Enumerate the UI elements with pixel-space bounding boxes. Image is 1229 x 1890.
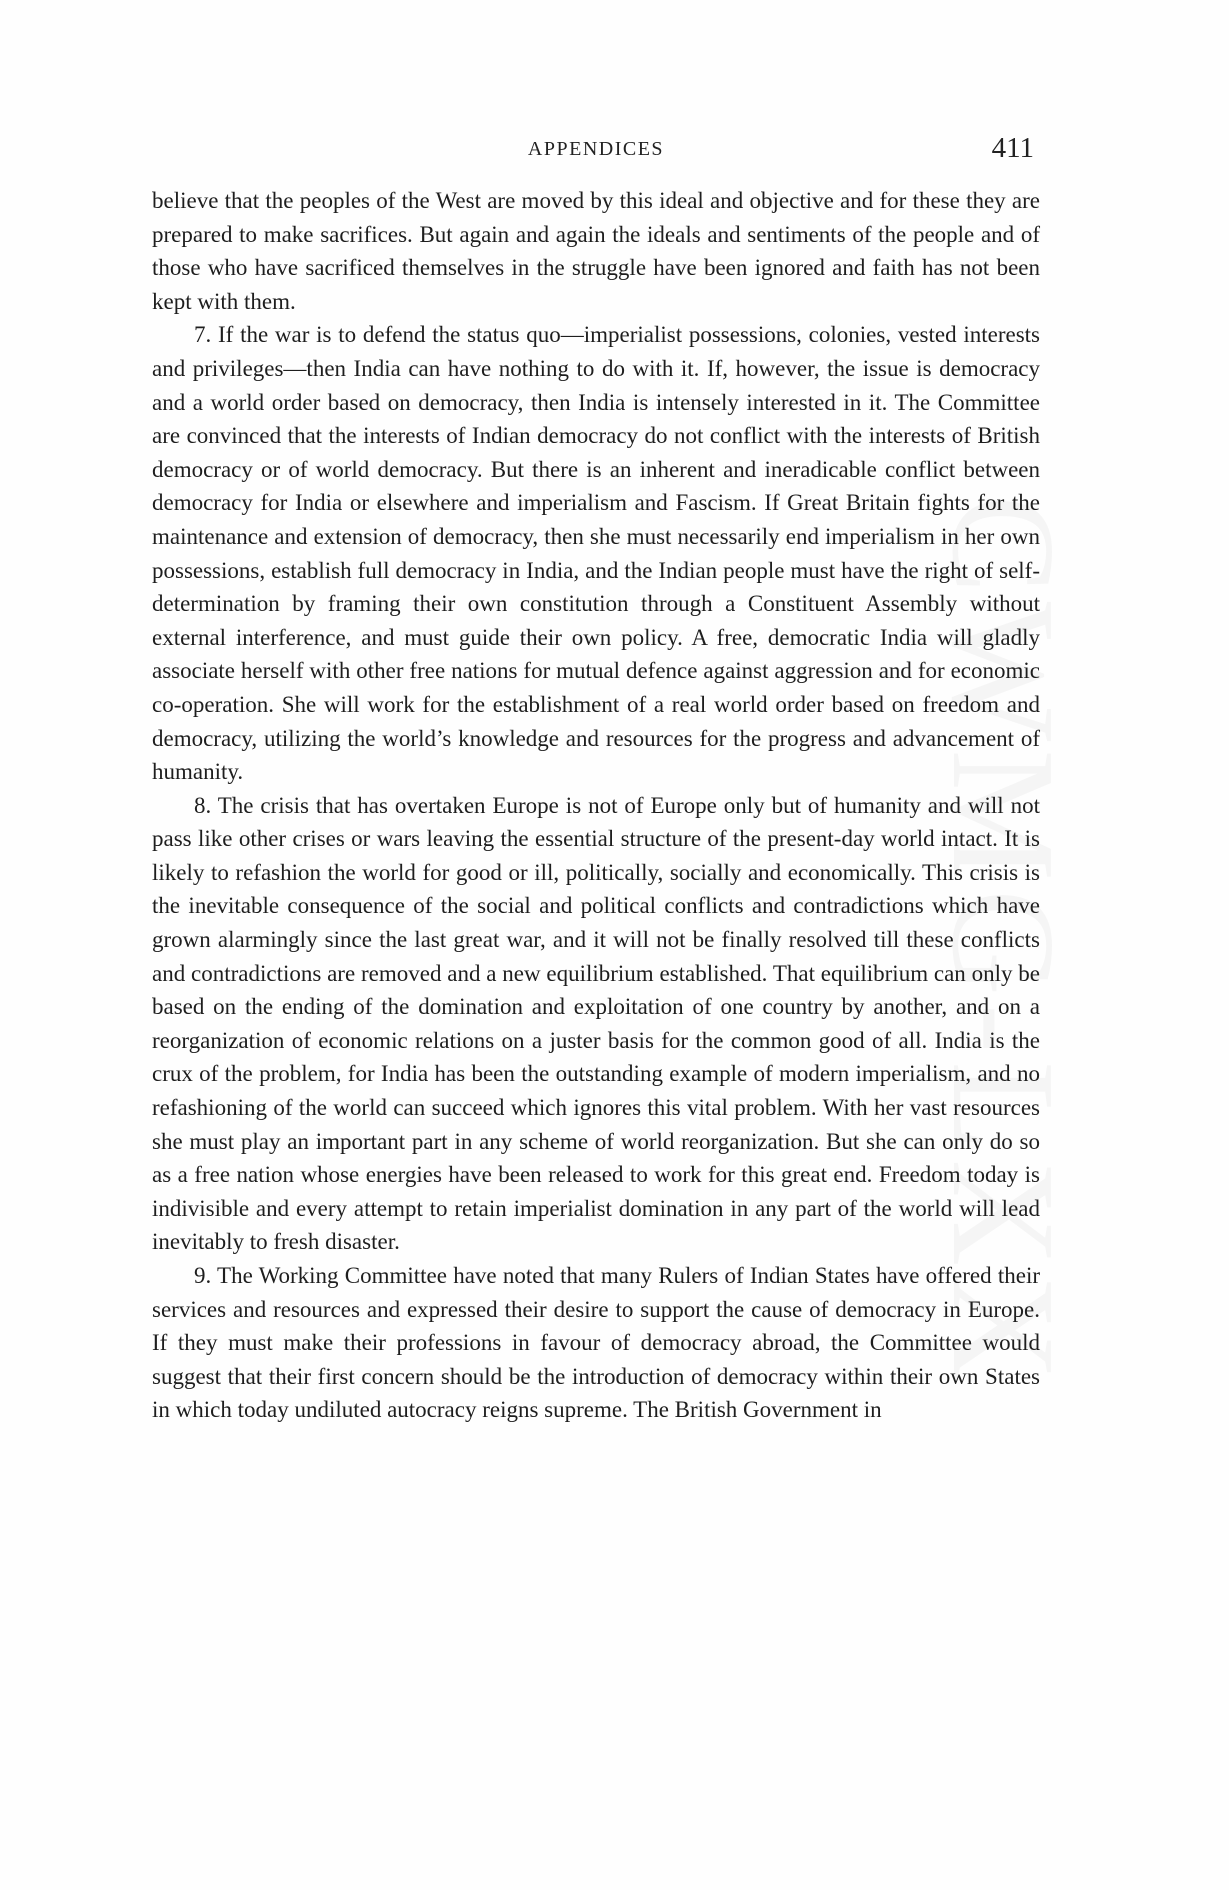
paragraph-7: 7. If the war is to defend the status quo—imperialist possessions, colonies, vested interests and privileges—then India can have nothing to do with it. If, however, the issue is democracy and a world order based on democracy, then India is intensely interested in it. The Committee are convinced that the interests of Indian democracy do not conflict with the interests of British democracy or of world democracy. But there is an inherent and ineradicable conflict between democracy for India or elsewhere and imperialism and Fascism. If Great Britain fights for the maintenance and extension of democracy, then she must necessarily end imperialism in her own possessions, establish full democracy in India, and the Indian people must have the right of self-determination by framing their own constitution through a Constituent Assembly without external interference, and must guide their own policy. A free, democratic India will gladly associate herself with other free nations for mutual defence against aggression and for economic co-operation. She will work for the establishment of a real world order based on freedom and democracy, utilizing the world’s knowledge and resources for the progress and advancement of humanity. xyxy=(152,322,1040,785)
paragraph-9: 9. The Working Committee have noted that many Rulers of Indian States have offered their services and resources and expressed their desire to support the cause of democracy in Europe. If they must make their professions in favour of democracy abroad, the Committee would suggest that their first concern should be the introduction of democracy within their own States in which today undiluted autocracy reigns supreme. The British Government in xyxy=(152,1263,1040,1423)
watermark-text: CWMG-LXX xyxy=(921,495,1085,1390)
page-header xyxy=(152,132,1040,176)
paragraph-8: 8. The crisis that has overtaken Europe is not of Europe only but of humanity and will not pass like other crises or wars leaving the essential structure of the present-day world intact. It is likely to refashion the world for good or ill, politically, socially and economically. This crisis is the inevitable consequence of the social and political conflicts and contradictions which have grown alarmingly since the last great war, and it will not be finally resolved till these conflicts and contradictions are removed and a new equilibrium established. That equilibrium can only be based on the ending of the domination and exploitation of one country by another, and on a reorganization of economic relations on a juster basis for the common good of all. India is the crux of the problem, for India has been the outstanding example of modern imperialism, and no refashioning of the world can succeed which ignores this vital problem. With her vast resources she must play an important part in any scheme of world reorganization. But she can only do so as a free nation whose energies have been released to work for this great end. Freedom today is indivisible and every attempt to retain imperialist domination in any part of the world will lead inevitably to fresh disaster. xyxy=(152,792,1040,1255)
body-text xyxy=(152,184,1040,1427)
paragraph-continuation: believe that the peoples of the West are moved by this ideal and objective and for these they are prepared to make sacrifices. But again and again the ideals and sentiments of the people and of those who have sacrificed themselves in the struggle have been ignored and faith has not been kept with them. xyxy=(152,188,1040,314)
running-head: APPENDICES xyxy=(527,138,665,160)
page-number: 411 xyxy=(991,132,1034,164)
